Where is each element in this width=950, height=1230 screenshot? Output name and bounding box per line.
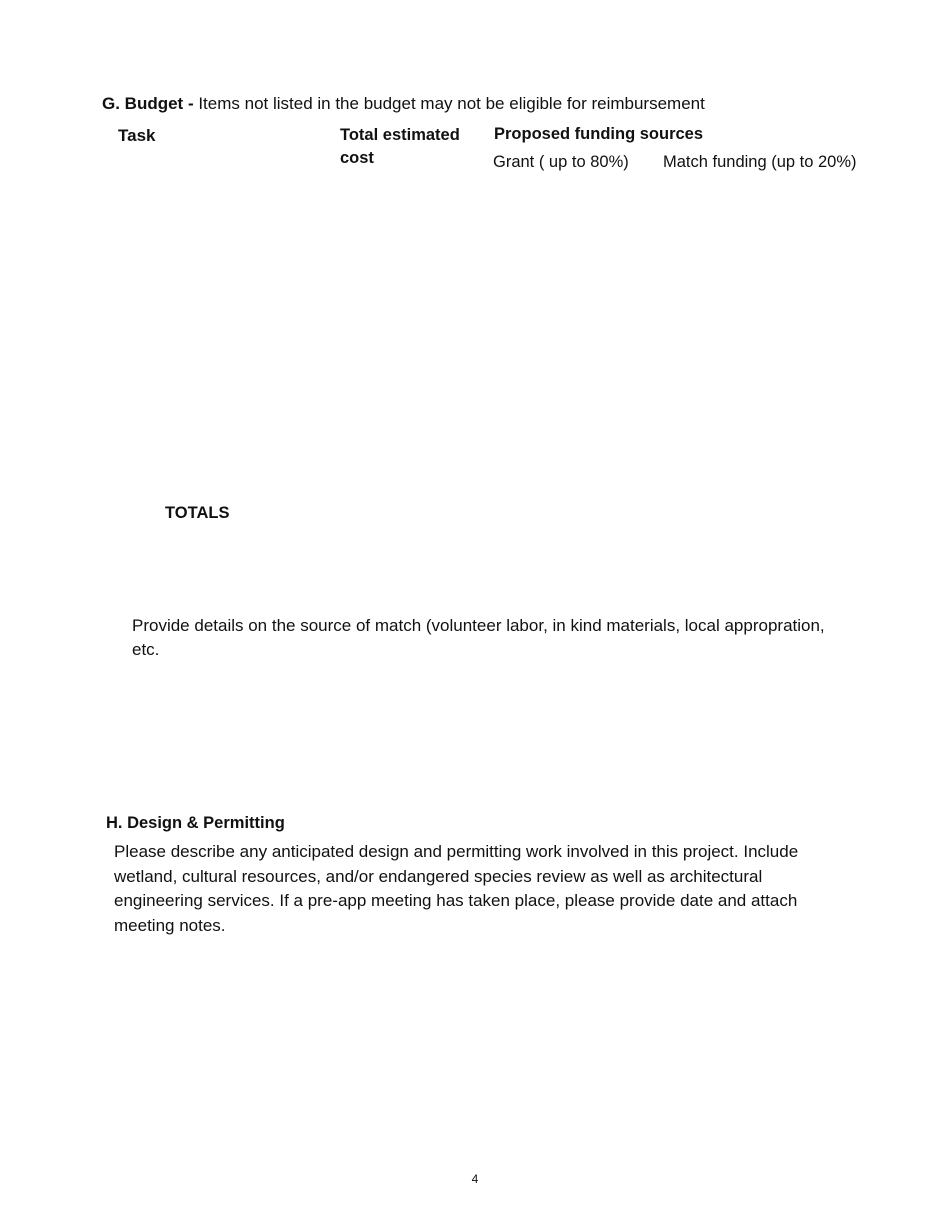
page-number: 4 [471, 1172, 479, 1186]
budget-heading-note: Items not listed in the budget may not be eligible for reimbursement [193, 94, 705, 113]
budget-section-heading [102, 94, 705, 114]
totals-label: TOTALS [165, 504, 230, 522]
column-header-task: Task [118, 126, 156, 145]
column-header-funding-sources: Proposed funding sources [494, 125, 704, 143]
column-header-match-funding: Match funding (up to 20%) [663, 153, 857, 171]
design-section-heading: H. Design & Permitting [106, 814, 285, 832]
design-permitting-prompt: Please describe any anticipated design and permitting work involved in this project. Include wetland, cultural resources, and/or endangered species review as well as architectural engineering services. If a pre-app meeting has taken place, please provide date and attach meeting notes. [114, 842, 799, 935]
budget-heading-label: G. Budget - [102, 94, 194, 113]
column-header-total-cost: Total estimated cost [340, 126, 460, 167]
match-details-prompt: Provide details on the source of match (volunteer labor, in kind materials, local appropration, etc. [132, 616, 825, 659]
column-header-grant: Grant ( up to 80%) [493, 153, 629, 171]
